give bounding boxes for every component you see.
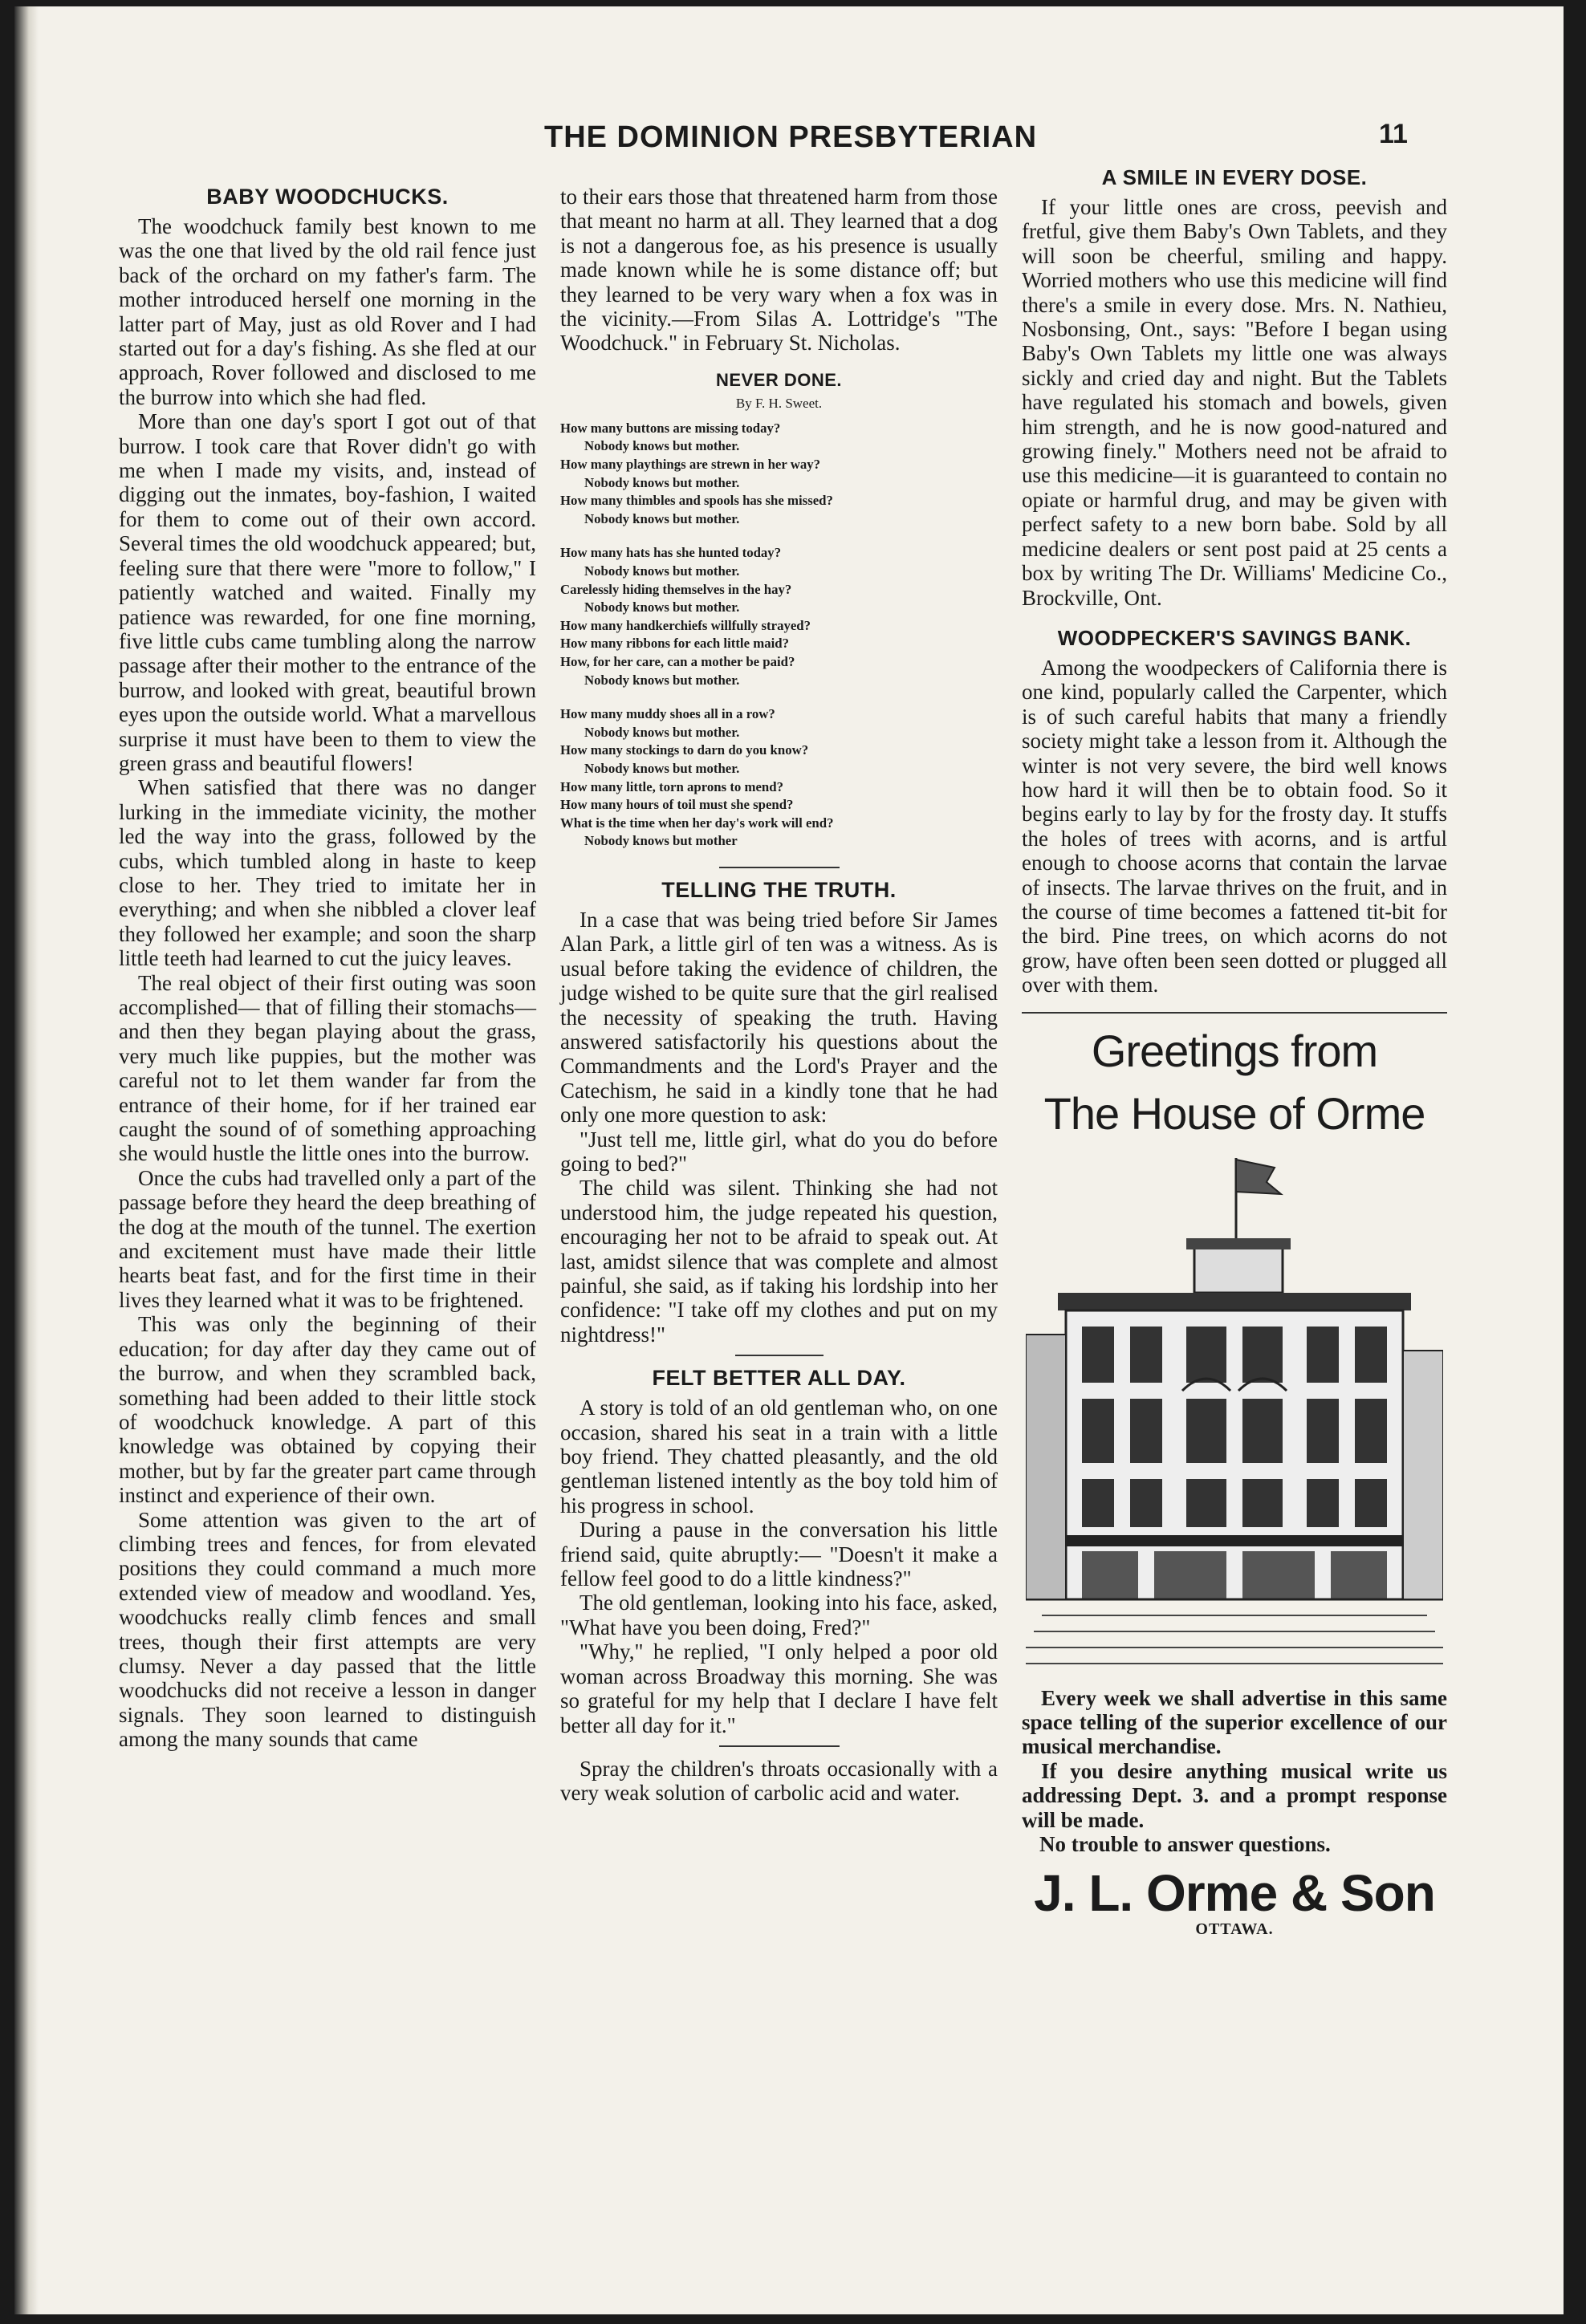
advert-copy: Every week we shall advertise in this same space telling of the superior excellence of our musical merchandise.	[1022, 1685, 1447, 1759]
poem-line: Nobody knows but mother	[584, 833, 738, 849]
divider-rule	[719, 1745, 840, 1747]
advert-copy: No trouble to answer questions.	[1039, 1832, 1331, 1857]
poem-line: How many hats has she hunted today?	[560, 545, 782, 561]
poem-body	[560, 420, 998, 851]
advert-divider	[1022, 1012, 1447, 1014]
article-paragraph: The real object of their first outing was soon accomplished— that of filling their stomachs—and then they began playing about the grass, very much like puppies, but the mother was careful not to let them wander far from the entrance of their home, for if her trained ear caught the sound of of something approaching she would hustle the little ones into the burrow.	[119, 970, 536, 1166]
article-paragraph: The woodchuck family best known to me was the one that lived by the old rail fence just back of the orchard on my father's farm. The mother introduced herself one morning in the latter part of May, just as old Rover and I had started out for a day's fishing. As she fled at our approach, Rover followed and disclosed to me the burrow into which she had fled.	[119, 214, 536, 409]
poem-line: How many ribbons for each little maid?	[560, 636, 789, 652]
orme-advertisement	[1022, 1020, 1447, 1940]
article-paragraph: Once the cubs had travelled only a part of the passage before they heard the deep breathing of the dog at the mouth of the tunnel. The exertion and excitement must have made their little hearts beat fast, and for the first time in their lives they learned what it was to be frightened.	[119, 1165, 536, 1312]
article-title-felt-better: FELT BETTER ALL DAY.	[652, 1366, 906, 1391]
newspaper-page	[14, 6, 1564, 2314]
column-2	[560, 185, 998, 1806]
divider-rule	[719, 867, 840, 868]
article-paragraph: "Just tell me, little girl, what do you do before going to bed?"	[560, 1127, 998, 1176]
poem-line: How many buttons are missing today?	[560, 420, 781, 436]
article-title-telling-the-truth: TELLING THE TRUTH.	[661, 877, 897, 902]
running-head: THE DOMINION PRESBYTERIAN	[544, 120, 1038, 154]
article-paragraph: A story is told of an old gentleman who, on one occasion, shared his seat in a train with a little boy friend. They chatted pleasantly, and the old gentleman listened intently as the boy told him of his progress in school.	[560, 1396, 998, 1518]
poem-line: How many stockings to darn do you know?	[560, 742, 809, 758]
article-continuation: to their ears those that threatened harm from those that meant no harm at all. They learned that a dog is not a dangerous foe, as his presence is usually made known while he is some distance off; but they learned to be very wary when a fox was in the vicinity.—From Silas A. Lottridge's "The Woodchuck." in February St. Nicholas.	[560, 185, 998, 356]
page-edge-shadow	[14, 6, 39, 2314]
article-title-woodpecker: WOODPECKER'S SAVINGS BANK.	[1057, 625, 1412, 650]
article-paragraph: Among the woodpeckers of California there is one kind, popularly called the Carpenter, which is of such careful habits that many a friendly society might take a lesson from it. Although the winter is not very severe, the bird well knows how hard it will then be to obtain food. So it begins early to lay by for the frosty day. It stuffs the holes of trees with acorns, and is artful enough to choose acorns that contain the larvae of insects. The larvae thrives on the fruit, and in the course of time becomes a fattened tit-bit for the bird. Pine trees, on which acorns do not grow, have often been seen dotted or plugged all over with them.	[1022, 655, 1447, 997]
advert-headline-1: Greetings from	[1091, 1025, 1378, 1076]
poem-byline: By F. H. Sweet.	[735, 395, 823, 411]
column-3	[1022, 165, 1447, 1939]
article-paragraph: More than one day's sport I got out of that burrow. I took care that Rover didn't go with me when I made my visits, and, instead of digging out the inmates, boy-fashion, I waited for them to come out of their own accord. Several times the old woodchuck appeared; but, feeling sure that there were "more to follow," I patiently watched and waited. Finally my patience was rewarded, for one fine morning, five little cubs came tumbling along the narrow passage after their mother to the entrance of the burrow, and looked with great, beautiful brown eyes upon the outside world. What a marvellous surprise it must have been to them to view the green grass and beautiful flowers!	[119, 409, 536, 775]
poem-stanza	[560, 544, 998, 689]
poem-line: Nobody knows but mother.	[584, 438, 740, 454]
poem-line: Nobody knows but mother.	[584, 474, 740, 490]
poem-line: Nobody knows but mother.	[584, 563, 740, 579]
page-number: 11	[1379, 119, 1408, 149]
poem-stanza	[560, 705, 998, 851]
poem-line: Nobody knows but mother.	[584, 760, 740, 776]
poem-line: What is the time when her day's work will end?	[560, 815, 834, 831]
article-paragraph: During a pause in the conversation his little friend said, quite abruptly:— "Doesn't it make a fellow feel good to do a little kindness?"	[560, 1518, 998, 1591]
poem-stanza	[560, 420, 998, 529]
article-paragraph: Some attention was given to the art of climbing trees and fences, for from elevated positions they could command a much more extended view of meadow and woodland. Yes, woodchucks really climb fences and small trees, though their first attempts are very clumsy. Never a day passed that the little woodchucks did not receive a lesson in danger signals. They soon learned to distinguish among the many sounds that came	[119, 1507, 536, 1752]
poem-line: How many muddy shoes all in a row?	[560, 706, 775, 722]
article-title-baby-woodchucks: BABY WOODCHUCKS.	[206, 185, 449, 209]
poem-line: Carelessly hiding themselves in the hay?	[560, 581, 792, 597]
article-paragraph: The old gentleman, looking into his face, asked, "What have you been doing, Fred?"	[560, 1591, 998, 1639]
poem-line: How, for her care, can a mother be paid?	[560, 653, 795, 669]
spray-note: Spray the children's throats occasionally with a very weak solution of carbolic acid and water.	[560, 1756, 998, 1806]
article-paragraph: When satisfied that there was no danger lurking in the immediate vicinity, the mother led the way into the grass, followed by the cubs, which tumbled along in haste to keep close to her. They tried to imitate her in everything; and when she nibbled a clover leaf they followed her example; and soon the sharp little teeth had learned to cut the juicy leaves.	[119, 775, 536, 971]
divider-rule	[735, 1355, 824, 1356]
article-paragraph: The child was silent. Thinking she had not understood him, the judge repeated his question, encouraging her not to be afraid to speak out. At last, amidst silence that was complete and almost painful, she said, as if taking his lordship into her confidence: "I take off my clothes and put on my nightdress!"	[560, 1176, 998, 1347]
poem-line: How many playthings are strewn in her way?	[560, 457, 820, 473]
article-paragraph: If your little ones are cross, peevish and fretful, give them Baby's Own Tablets, and they will soon be cheerful, smiling and happy. Worried mothers who use this medicine will find there's a smile in every dose. Mrs. N. Nathieu, Nosbonsing, Ont., says: "Before I began using Baby's Own Tablets my little one was always sickly and cried day and night. But the Tablets have regulated his stomach and bowels, given him strength, and he is now good-natured and growing finely." Mothers need not be afraid to use this medicine—it is guaranteed to contain no opiate or harmful drug, and may be given with perfect safety to a new born babe. Sold by all medicine dealers or sent post paid at 25 cents a box by writing The Dr. Williams' Medicine Co., Brockville, Ont.	[1022, 195, 1447, 610]
advert-copy: If you desire anything musical write us addressing Dept. 3. and a prompt response will be made.	[1022, 1758, 1447, 1832]
poem-line: How many handkerchiefs willfully strayed?	[560, 617, 811, 633]
poem-line: Nobody knows but mother.	[584, 672, 740, 688]
poem-line: Nobody knows but mother.	[584, 724, 740, 740]
orme-building-engraving	[1026, 1150, 1443, 1680]
article-title-smile: A SMILE IN EVERY DOSE.	[1101, 165, 1368, 189]
article-paragraph: In a case that was being tried before Sir James Alan Park, a little girl of ten was a witness. As is usual before taking the evidence of children, the judge wished to be quite sure that the girl realised the necessity of speaking the truth. Having answered satisfactorily his questions about the Commandments and the Lord's Prayer and the Catechism, he said in a kindly tone that he had only one more question to ask:	[560, 907, 998, 1127]
article-paragraph: "Why," he replied, "I only helped a poor old woman across Broadway this morning. She was so grateful for my help that I declare I have felt better all day for it."	[560, 1639, 998, 1737]
poem-line: How many hours of toil must she spend?	[560, 797, 794, 813]
poem-line: Nobody knows but mother.	[584, 599, 740, 616]
advert-firm-name: J. L. Orme & Son	[1034, 1864, 1435, 1923]
poem-line: Nobody knows but mother.	[584, 510, 740, 526]
article-paragraph: This was only the beginning of their education; for day after day they came out of the burrow, and when they scrambled back, something had been added to their little stock of woodchuck knowledge. A part of this knowledge was obtained by copying their mother, but by far the greater part came through instinct and experience of their own.	[119, 1312, 536, 1508]
poem-line: How many thimbles and spools has she missed?	[560, 493, 833, 509]
advert-city: OTTAWA.	[1195, 1920, 1274, 1939]
advert-headline-2: The House of Orme	[1043, 1087, 1425, 1139]
poem-line: How many little, torn aprons to mend?	[560, 778, 783, 794]
poem-title-never-done: NEVER DONE.	[715, 369, 843, 390]
column-1	[119, 185, 536, 1752]
